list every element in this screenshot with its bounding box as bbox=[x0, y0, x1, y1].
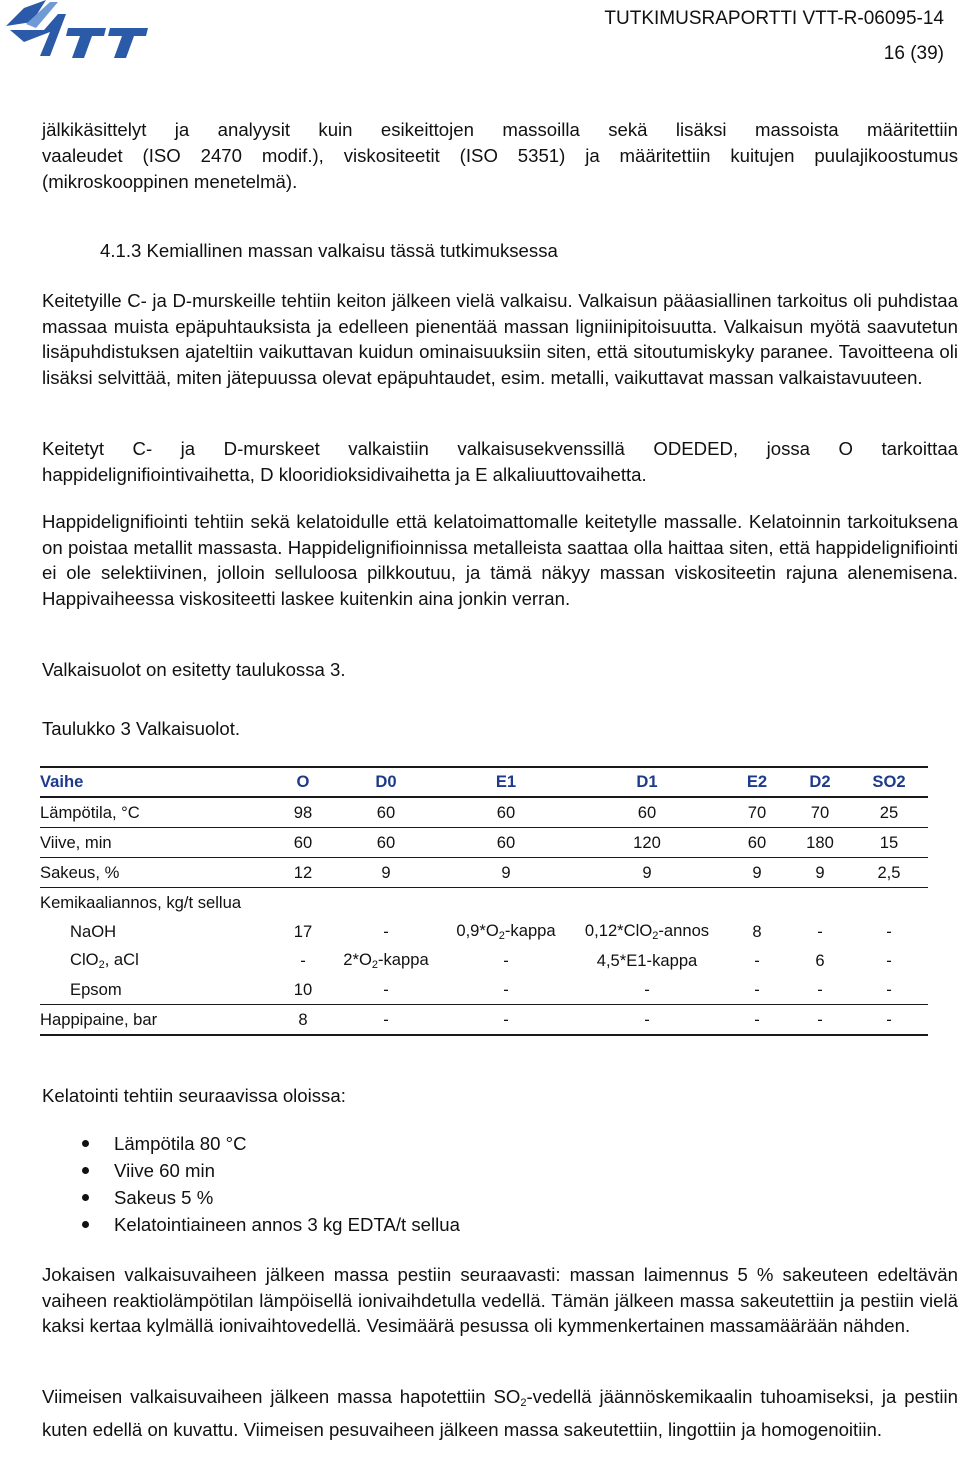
page-number: 16 (39) bbox=[883, 43, 944, 64]
table-cell: 120 bbox=[570, 828, 724, 858]
list-item: Viive 60 min bbox=[70, 1157, 460, 1184]
row-label: NaOH bbox=[70, 921, 117, 941]
table-cell: 60 bbox=[330, 797, 442, 828]
header-cell: D1 bbox=[570, 767, 724, 797]
table-cell: 25 bbox=[850, 797, 928, 828]
table-cell: 60 bbox=[724, 828, 790, 858]
table-cell: 98 bbox=[276, 797, 330, 828]
row-label: Sakeus, % bbox=[40, 858, 276, 888]
row-label: Viive, min bbox=[40, 828, 276, 858]
table-row bbox=[40, 888, 928, 918]
row-label: Kemikaaliannos, kg/t sellua bbox=[40, 892, 242, 912]
table-cell: - bbox=[886, 950, 892, 970]
paragraph-washing: Jokaisen valkaisuvaiheen jälkeen massa pestiin seuraavasti: massan laimennus 5 % sakeuteen edeltävän vaiheen reaktiolämpötilan lämpöisellä ionivaihdetulla vedellä. Tämän jälkeen massa sakeutettiin ja pestiin vielä kaksi kertaa kylmällä ionivaihtovedellä. Vesimäärä pesussa oli kymmenkertainen massamäärään nähden. bbox=[42, 1264, 958, 1336]
table-cell: - bbox=[330, 1005, 442, 1036]
paragraph-table-reference: Valkaisuolot on esitetty taulukossa 3. bbox=[42, 659, 346, 680]
paragraph-oxygen-delignification: Happidelignifiointi tehtiin sekä kelatoidulle että kelatoimattomalle keitetylle massalle. Kelatoinnin tarkoituksena on poistaa metallit massasta. Happidelignifioinnissa metalleista saattaa olla haittaa siten, että happidelignifiointi ei ole selektiivinen, jolloin selluloosa pilkkoutuu, ja tämä näkyy massan viskositeetin rajuna alenemisena. Happivaiheessa viskositeetti laskee kuitenkin aina jonkin verran. bbox=[42, 511, 958, 609]
header-cell: D0 bbox=[330, 767, 442, 797]
table-cell: 60 bbox=[276, 828, 330, 858]
table-cell: 9 bbox=[790, 858, 850, 888]
table-cell: $0,9*O_2$-kappa bbox=[456, 921, 556, 942]
table-cell: - bbox=[330, 975, 442, 1005]
table-cell: - bbox=[503, 950, 509, 970]
table-cell: 4,5*E1-kappa bbox=[596, 950, 698, 970]
header-cell: E2 bbox=[724, 767, 790, 797]
vtt-logo bbox=[6, 0, 186, 64]
table-row bbox=[40, 797, 928, 828]
table-cell: - bbox=[442, 1005, 570, 1036]
intro-line-3: (mikroskooppinen menetelmä). bbox=[42, 171, 298, 192]
table-cell: 10 bbox=[276, 975, 330, 1005]
table-cell: 15 bbox=[850, 828, 928, 858]
table-row bbox=[40, 858, 928, 888]
table-row bbox=[40, 828, 928, 858]
table-cell: 2,5 bbox=[850, 858, 928, 888]
table-row bbox=[40, 917, 928, 946]
table-cell: - bbox=[724, 1005, 790, 1036]
table-cell: 9 bbox=[330, 858, 442, 888]
section-heading: 4.1.3 Kemiallinen massan valkaisu tässä tutkimuksessa bbox=[100, 240, 558, 261]
paragraph-final-acidification: Viimeisen valkaisuvaiheen jälkeen massa hapotettiin $SO_2$-vedellä jäännöskemikaalin tuhoamiseksi, ja pestiin kuten edellä on kuvattu. Viimeisen pesuvaiheen jälkeen massa sakeutettiin, lingottiin ja homogenoitiin. bbox=[42, 1386, 958, 1440]
header-cell: Vaihe bbox=[40, 767, 276, 797]
table-cell: 60 bbox=[570, 797, 724, 828]
table-row bbox=[40, 1005, 928, 1036]
header-cell: SO2 bbox=[850, 767, 928, 797]
row-label: Epsom bbox=[40, 975, 276, 1005]
row-label: ClO$_2$, aCl bbox=[70, 950, 139, 971]
bleaching-conditions-table bbox=[40, 766, 928, 1036]
table-cell: 180 bbox=[790, 828, 850, 858]
table-cell: 8 bbox=[752, 921, 762, 941]
table-cell: - bbox=[724, 975, 790, 1005]
table-cell: - bbox=[790, 975, 850, 1005]
header-cell: E1 bbox=[442, 767, 570, 797]
paragraph-sequence: Keitetyt C- ja D-murskeet valkaistiin valkaisusekvenssillä ODEDED, jossa O tarkoittaa happidelignifiointivaihetta, D klooridioksidivaihetta ja E alkaliuuttovaihetta. bbox=[42, 438, 958, 485]
table-cell: - bbox=[570, 1005, 724, 1036]
table-cell: 9 bbox=[442, 858, 570, 888]
header-cell: D2 bbox=[790, 767, 850, 797]
row-label: Lämpötila, °C bbox=[40, 797, 276, 828]
row-label: Happipaine, bar bbox=[40, 1005, 276, 1036]
table-cell: 9 bbox=[724, 858, 790, 888]
intro-line-2: vaaleudet (ISO 2470 modif.), viskositeetit (ISO 5351) ja määritettiin kuitujen puulajikoostumus bbox=[42, 145, 958, 166]
table-cell: - bbox=[850, 975, 928, 1005]
list-item: Lämpötila 80 °C bbox=[70, 1130, 460, 1157]
table-cell: 6 bbox=[815, 950, 825, 970]
chelation-conditions-list bbox=[70, 1130, 460, 1238]
paragraph-bleaching-purpose: Keitetyille C- ja D-murskeille tehtiin keiton jälkeen vielä valkaisu. Valkaisun pääasiallinen tarkoitus oli puhdistaa massaa muista epäpuhtauksista ja edelleen pienentää massan ligniinipitoisuutta. Valkaisun myötä saavutetun lisäpuhdistuksen ajateltiin vaikuttavan kuidun ominaisuuksiin siten, että sitoutumiskyky paranee. Tavoitteena oli lisäksi selvittää, miten jätepuussa olevat epäpuhtaudet, esim. metalli, vaikuttavat massan valkaistavuuteen. bbox=[42, 290, 958, 388]
table-cell: 0,12*ClO$_2$-annos bbox=[584, 921, 710, 942]
table-cell: - bbox=[886, 921, 892, 941]
table-cell: 17 bbox=[293, 921, 313, 941]
table-cell: 60 bbox=[442, 797, 570, 828]
table-cell: $2*O_2$-kappa bbox=[343, 950, 429, 971]
table-cell: - bbox=[817, 921, 823, 941]
table-cell: 60 bbox=[330, 828, 442, 858]
header-cell: O bbox=[276, 767, 330, 797]
table-cell: - bbox=[570, 975, 724, 1005]
table-cell: - bbox=[850, 1005, 928, 1036]
list-item: Kelatointiaineen annos 3 kg EDTA/t sellua bbox=[70, 1211, 460, 1238]
list-item: Sakeus 5 % bbox=[70, 1184, 460, 1211]
table-cell: - bbox=[442, 975, 570, 1005]
table-cell: 12 bbox=[276, 858, 330, 888]
table-header-row bbox=[40, 767, 928, 797]
table-cell: 8 bbox=[276, 1005, 330, 1036]
paragraph-chelation-intro: Kelatointi tehtiin seuraavissa oloissa: bbox=[42, 1085, 346, 1106]
table-cell: - bbox=[300, 950, 306, 970]
table-cell: 70 bbox=[790, 797, 850, 828]
table-cell: - bbox=[383, 921, 389, 941]
intro-line-1: jälkikäsittelyt ja analyysit kuin esikeittojen massoilla sekä lisäksi massoista määritettiin bbox=[42, 119, 958, 140]
table-row bbox=[40, 975, 928, 1005]
report-id: TUTKIMUSRAPORTTI VTT-R-06095-14 bbox=[604, 8, 944, 29]
table-cell: 60 bbox=[442, 828, 570, 858]
table-row bbox=[40, 946, 928, 975]
table-cell: - bbox=[754, 950, 760, 970]
table-cell: - bbox=[790, 1005, 850, 1036]
table-cell: 9 bbox=[570, 858, 724, 888]
table-cell: 70 bbox=[724, 797, 790, 828]
table-caption: Taulukko 3 Valkaisuolot. bbox=[42, 718, 241, 739]
